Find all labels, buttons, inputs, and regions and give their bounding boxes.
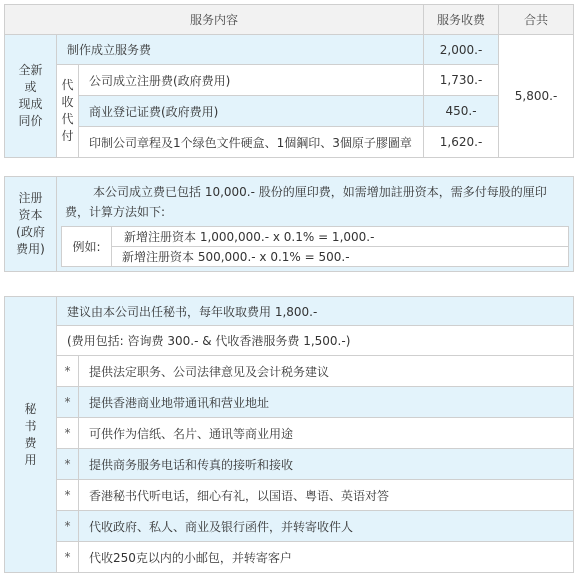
capital-detail-cell [57,177,574,272]
service-item: 提供商务服务电话和传真的接听和接收 [79,449,574,480]
setup-fee-label: 制作成立服务费 [57,35,424,65]
category-registered-capital [5,177,57,272]
sub-category-char: 付 [61,129,74,143]
service-item: 提供法定职务、公司法律意见及会计税务建议 [79,356,574,387]
sub-category-char: 代 [61,112,74,126]
category-line: 秘 [24,401,37,416]
header-total: 合共 [499,5,574,35]
example-row: 新增注册资本 1,000,000.- x 0.1% = 1,000.- [112,226,569,246]
bullet-icon: * [57,542,79,573]
registration-fee-value: 1,730.- [424,65,499,96]
category-line: 书 [24,418,37,433]
example-label: 例如: [62,226,112,266]
registered-capital-table [4,176,574,272]
total-value: 5,800.- [499,35,574,158]
bullet-icon: * [57,449,79,480]
business-registration-label: 商业登记证费(政府费用) [79,96,424,127]
category-line: (政府 [16,225,45,239]
secretary-fee-breakdown: (费用包括: 咨询费 300.- & 代收香港服务费 1,500.-) [57,326,574,356]
category-line: 注册 [18,191,43,205]
service-item: 代收250克以内的小邮包，并转寄客户 [79,542,574,573]
service-item: 提供香港商业地带通讯和营业地址 [79,387,574,418]
kit-fee-label: 印制公司章程及1个绿色文件硬盒、1個鋼印、3個原子膠圖章 [79,127,424,158]
header-fee: 服务收费 [424,5,499,35]
secretary-annual-fee: 建议由本公司出任秘书，每年收取费用 1,800.- [57,297,574,326]
service-item: 香港秘书代听电话，细心有礼，以国语、粤语、英语对答 [79,480,574,511]
header-content: 服务内容 [5,5,424,35]
category-line: 同价 [18,114,43,128]
sub-category-char: 收 [61,95,74,109]
category-line: 费用) [16,242,45,256]
category-new-or-ready [5,35,57,158]
kit-fee-value: 1,620.- [424,127,499,158]
business-registration-value: 450.- [424,96,499,127]
bullet-icon: * [57,511,79,542]
sub-category-collect-pay [57,65,79,158]
registration-fee-label: 公司成立注册费(政府费用) [79,65,424,96]
category-secretary-fee [5,297,57,573]
category-line: 资本 [18,208,43,222]
example-table [61,226,569,267]
setup-fee-value: 2,000.- [424,35,499,65]
service-item: 代收政府、私人、商业及银行函件，并转寄收件人 [79,511,574,542]
service-fee-table [4,4,574,158]
capital-intro: 本公司成立费已包括 10,000.- 股份的厘印费，如需增加註册资本，需多付每股的厘印费，计算方法如下: [65,184,547,219]
category-line: 用 [24,452,37,467]
bullet-icon: * [57,418,79,449]
bullet-icon: * [57,356,79,387]
bullet-icon: * [57,480,79,511]
service-item: 可供作为信纸、名片、通讯等商业用途 [79,418,574,449]
sub-category-char: 代 [61,78,74,92]
category-line: 全新 [18,63,43,77]
example-row: 新增注册资本 500,000.- x 0.1% = 500.- [112,246,569,266]
secretary-fee-table [4,296,574,573]
category-line: 现成 [18,97,43,111]
bullet-icon: * [57,387,79,418]
category-line: 或 [24,80,37,94]
category-line: 费 [24,435,37,450]
